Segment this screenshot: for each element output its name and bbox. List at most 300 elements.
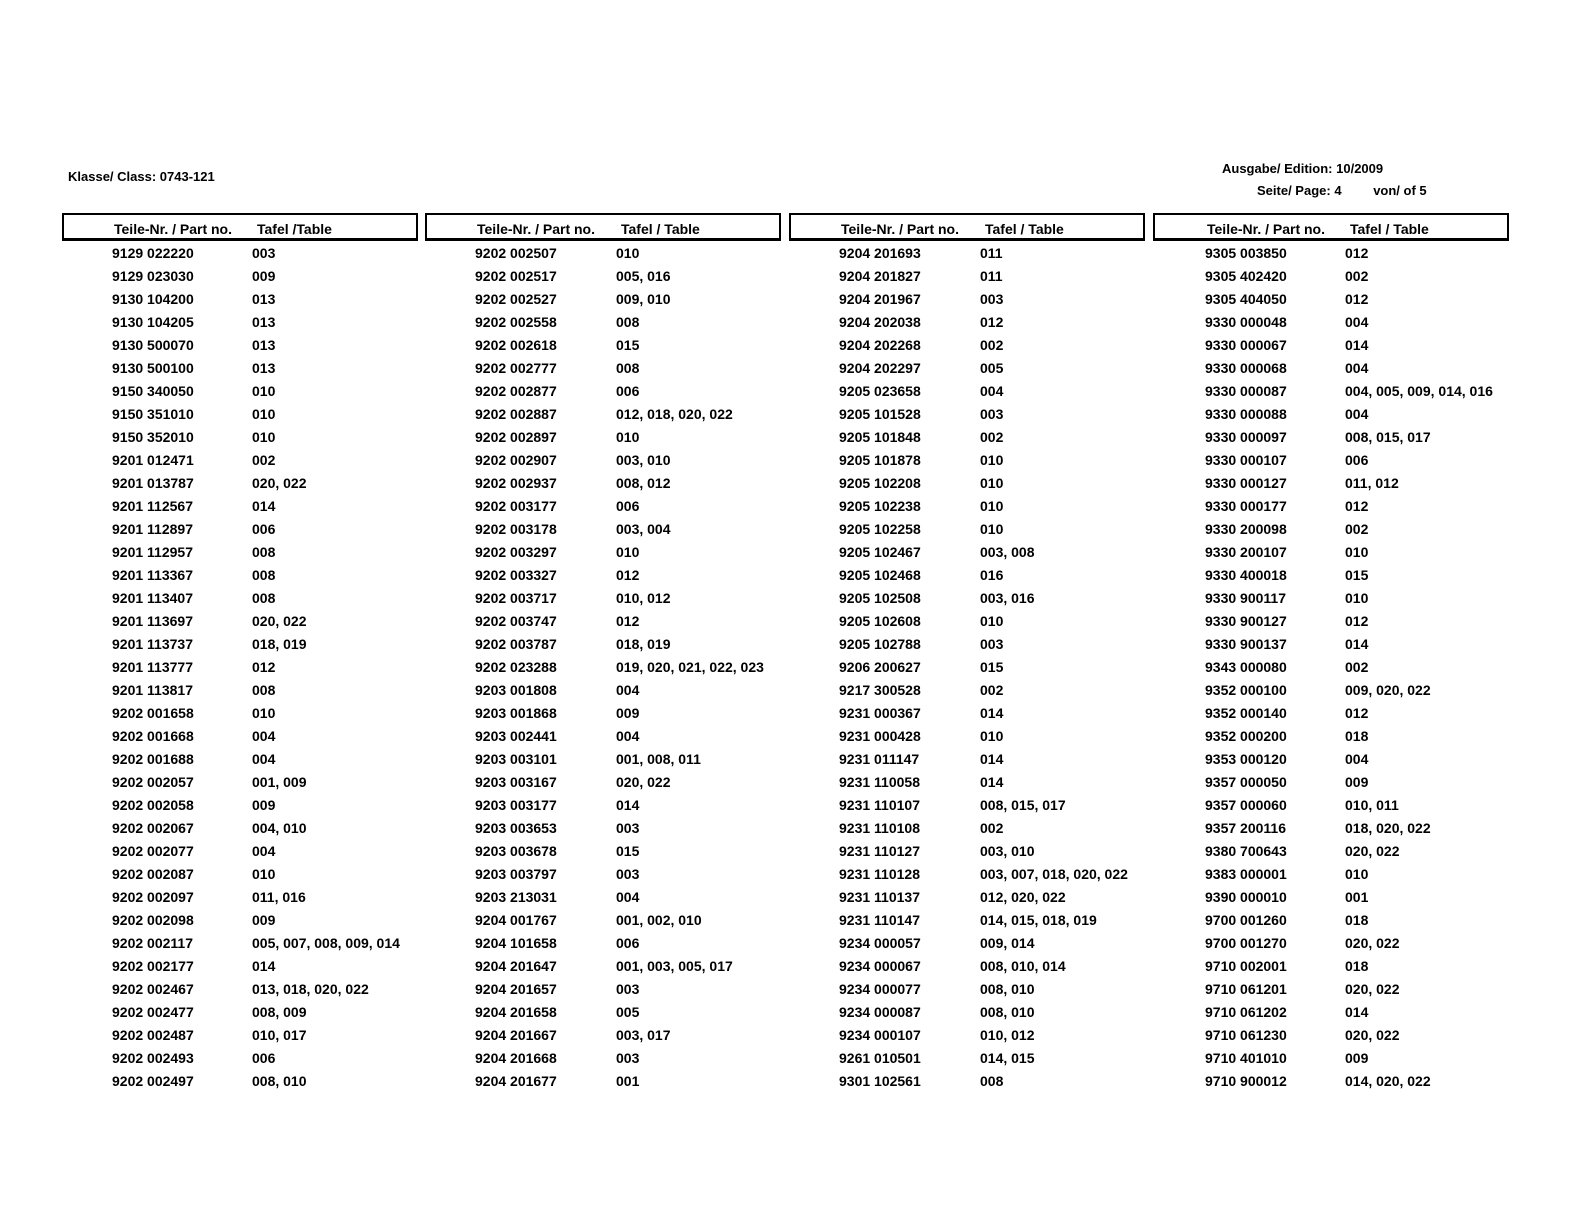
table-reference: 015 bbox=[616, 843, 640, 859]
table-reference: 002 bbox=[980, 820, 1004, 836]
table-row bbox=[789, 954, 1145, 977]
table-reference: 020, 022 bbox=[252, 613, 307, 629]
part-number: 9203 003101 bbox=[475, 751, 557, 767]
table-reference: 012 bbox=[616, 613, 640, 629]
part-number: 9231 110108 bbox=[839, 820, 920, 836]
table-row bbox=[425, 724, 781, 747]
part-number: 9231 110107 bbox=[839, 797, 920, 813]
part-number: 9203 003177 bbox=[475, 797, 557, 813]
table-row bbox=[62, 816, 418, 839]
table-reference: 012 bbox=[1345, 705, 1369, 721]
table-row bbox=[789, 1000, 1145, 1023]
table-reference: 014 bbox=[1345, 636, 1369, 652]
table-reference: 014 bbox=[616, 797, 640, 813]
part-number: 9204 202297 bbox=[839, 360, 921, 376]
table-row bbox=[425, 816, 781, 839]
table-row bbox=[425, 977, 781, 1000]
table-reference: 015 bbox=[1345, 567, 1369, 583]
parts-rows bbox=[789, 241, 1145, 1092]
table-row bbox=[425, 793, 781, 816]
table-reference: 010, 012 bbox=[616, 590, 671, 606]
table-reference: 011 bbox=[980, 245, 1003, 261]
table-row bbox=[62, 770, 418, 793]
part-number: 9201 113777 bbox=[112, 659, 193, 675]
table-row bbox=[789, 747, 1145, 770]
table-row bbox=[425, 425, 781, 448]
table-row bbox=[1153, 356, 1509, 379]
table-row bbox=[789, 379, 1145, 402]
part-number: 9202 002507 bbox=[475, 245, 557, 261]
part-number: 9202 002477 bbox=[112, 1004, 194, 1020]
table-reference: 009, 014 bbox=[980, 935, 1035, 951]
page-total: 5 bbox=[1419, 183, 1427, 198]
table-row bbox=[62, 793, 418, 816]
table-reference: 013 bbox=[252, 360, 276, 376]
column-header bbox=[1153, 213, 1509, 241]
table-row bbox=[1153, 1069, 1509, 1092]
table-row bbox=[1153, 540, 1509, 563]
table-reference: 008, 012 bbox=[616, 475, 671, 491]
table-reference: 010, 012 bbox=[980, 1027, 1035, 1043]
table-reference: 001 bbox=[616, 1073, 640, 1089]
table-row bbox=[62, 563, 418, 586]
parts-rows bbox=[1153, 241, 1509, 1092]
table-row bbox=[1153, 1023, 1509, 1046]
part-number: 9202 002098 bbox=[112, 912, 194, 928]
table-reference: 010 bbox=[252, 705, 276, 721]
part-number: 9202 003747 bbox=[475, 613, 557, 629]
edition-value: 10/2009 bbox=[1336, 161, 1384, 176]
table-reference: 008 bbox=[616, 314, 640, 330]
part-number: 9129 023030 bbox=[112, 268, 194, 284]
column-header bbox=[425, 213, 781, 241]
table-reference: 014, 015, 018, 019 bbox=[980, 912, 1097, 928]
part-number: 9710 002001 bbox=[1205, 958, 1287, 974]
table-reference: 012, 020, 022 bbox=[980, 889, 1066, 905]
table-row bbox=[789, 1046, 1145, 1069]
part-number: 9204 201677 bbox=[475, 1073, 557, 1089]
table-reference: 005, 007, 008, 009, 014 bbox=[252, 935, 400, 951]
table-row bbox=[1153, 885, 1509, 908]
table-row bbox=[1153, 586, 1509, 609]
table-reference: 008 bbox=[252, 567, 276, 583]
table-row bbox=[62, 885, 418, 908]
part-number: 9205 102608 bbox=[839, 613, 921, 629]
table-reference: 012 bbox=[1345, 291, 1369, 307]
table-row bbox=[425, 655, 781, 678]
table-reference: 020, 022 bbox=[616, 774, 671, 790]
table-reference: 003 bbox=[980, 291, 1004, 307]
part-number: 9710 061230 bbox=[1205, 1027, 1287, 1043]
part-number: 9330 000048 bbox=[1205, 314, 1287, 330]
part-number: 9352 000140 bbox=[1205, 705, 1287, 721]
table-row bbox=[425, 586, 781, 609]
part-number: 9202 001668 bbox=[112, 728, 194, 744]
part-number: 9204 202268 bbox=[839, 337, 921, 353]
part-number: 9201 113407 bbox=[112, 590, 193, 606]
table-row bbox=[789, 885, 1145, 908]
part-number: 9202 002087 bbox=[112, 866, 194, 882]
table-reference: 009, 010 bbox=[616, 291, 671, 307]
table-row bbox=[1153, 816, 1509, 839]
table-reference: 004 bbox=[1345, 314, 1369, 330]
table-row bbox=[62, 379, 418, 402]
table-reference: 018, 019 bbox=[252, 636, 307, 652]
part-number: 9352 000200 bbox=[1205, 728, 1287, 744]
table-reference: 004 bbox=[252, 843, 276, 859]
table-row bbox=[425, 241, 781, 264]
table-row bbox=[1153, 701, 1509, 724]
part-number: 9261 010501 bbox=[839, 1050, 921, 1066]
table-reference: 010 bbox=[616, 245, 640, 261]
part-number: 9204 201658 bbox=[475, 1004, 557, 1020]
part-number: 9204 201827 bbox=[839, 268, 921, 284]
table-row bbox=[62, 471, 418, 494]
table-row bbox=[62, 517, 418, 540]
part-number: 9330 000087 bbox=[1205, 383, 1287, 399]
part-number: 9205 023658 bbox=[839, 383, 921, 399]
table-row bbox=[1153, 724, 1509, 747]
part-number: 9203 002441 bbox=[475, 728, 557, 744]
table-row bbox=[789, 471, 1145, 494]
table-row bbox=[789, 862, 1145, 885]
table-row bbox=[62, 724, 418, 747]
table-row bbox=[62, 310, 418, 333]
table-row bbox=[789, 448, 1145, 471]
table-reference: 008 bbox=[616, 360, 640, 376]
part-number: 9204 201668 bbox=[475, 1050, 557, 1066]
part-number: 9203 003678 bbox=[475, 843, 557, 859]
part-no-header: Teile-Nr. / Part no. bbox=[477, 221, 595, 237]
part-number: 9202 002487 bbox=[112, 1027, 194, 1043]
table-row bbox=[789, 770, 1145, 793]
table-reference: 020, 022 bbox=[252, 475, 307, 491]
part-number: 9330 000107 bbox=[1205, 452, 1287, 468]
part-number: 9202 023288 bbox=[475, 659, 557, 675]
class-value: 0743-121 bbox=[159, 169, 215, 184]
part-number: 9202 002493 bbox=[112, 1050, 194, 1066]
table-reference: 002 bbox=[980, 429, 1004, 445]
table-reference: 018 bbox=[1345, 912, 1369, 928]
table-reference: 009 bbox=[616, 705, 640, 721]
table-row bbox=[789, 632, 1145, 655]
table-reference: 014 bbox=[980, 751, 1004, 767]
part-number: 9202 002558 bbox=[475, 314, 557, 330]
table-reference: 011, 012 bbox=[1345, 475, 1399, 491]
table-reference: 008 bbox=[252, 544, 276, 560]
table-row bbox=[425, 1023, 781, 1046]
part-number: 9206 200627 bbox=[839, 659, 921, 675]
table-row bbox=[425, 931, 781, 954]
table-reference: 008, 010, 014 bbox=[980, 958, 1066, 974]
table-reference: 010, 011 bbox=[1345, 797, 1399, 813]
table-row bbox=[789, 310, 1145, 333]
table-row bbox=[1153, 379, 1509, 402]
part-number: 9383 000001 bbox=[1205, 866, 1287, 882]
table-row bbox=[62, 356, 418, 379]
table-reference: 008, 010 bbox=[252, 1073, 307, 1089]
part-number: 9390 000010 bbox=[1205, 889, 1287, 905]
part-number: 9130 104200 bbox=[112, 291, 194, 307]
table-reference: 004 bbox=[1345, 751, 1369, 767]
part-number: 9201 112567 bbox=[112, 498, 193, 514]
table-row bbox=[789, 678, 1145, 701]
part-no-header: Teile-Nr. / Part no. bbox=[114, 221, 232, 237]
table-reference: 006 bbox=[616, 498, 640, 514]
part-number: 9201 013787 bbox=[112, 475, 194, 491]
part-number: 9201 113737 bbox=[112, 636, 193, 652]
table-row bbox=[425, 379, 781, 402]
table-reference: 014 bbox=[252, 498, 276, 514]
table-row bbox=[62, 1069, 418, 1092]
table-row bbox=[1153, 632, 1509, 655]
table-row bbox=[789, 816, 1145, 839]
table-reference: 015 bbox=[616, 337, 640, 353]
part-number: 9202 002177 bbox=[112, 958, 194, 974]
table-row bbox=[62, 402, 418, 425]
part-number: 9234 000077 bbox=[839, 981, 921, 997]
table-reference: 020, 022 bbox=[1345, 981, 1400, 997]
table-row bbox=[425, 954, 781, 977]
table-row bbox=[62, 1046, 418, 1069]
table-reference: 010 bbox=[616, 429, 640, 445]
table-row bbox=[425, 609, 781, 632]
part-number: 9204 202038 bbox=[839, 314, 921, 330]
table-reference: 010 bbox=[252, 429, 276, 445]
table-reference: 009 bbox=[1345, 774, 1369, 790]
part-number: 9202 002897 bbox=[475, 429, 557, 445]
table-reference: 012 bbox=[980, 314, 1004, 330]
table-reference: 009 bbox=[252, 268, 276, 284]
table-reference: 012 bbox=[252, 659, 276, 675]
part-number: 9330 400018 bbox=[1205, 567, 1287, 583]
table-row bbox=[425, 540, 781, 563]
part-number: 9130 500070 bbox=[112, 337, 194, 353]
table-row bbox=[425, 402, 781, 425]
table-row bbox=[62, 1023, 418, 1046]
part-number: 9700 001270 bbox=[1205, 935, 1287, 951]
table-row bbox=[1153, 862, 1509, 885]
parts-column-3 bbox=[789, 213, 1145, 1092]
table-reference: 003 bbox=[616, 866, 640, 882]
table-row bbox=[62, 494, 418, 517]
part-number: 9204 001767 bbox=[475, 912, 557, 928]
part-number: 9330 200098 bbox=[1205, 521, 1287, 537]
table-reference: 018 bbox=[1345, 728, 1369, 744]
page-number: 4 bbox=[1334, 183, 1342, 198]
part-number: 9203 003797 bbox=[475, 866, 557, 882]
part-number: 9201 113697 bbox=[112, 613, 193, 629]
table-row bbox=[1153, 425, 1509, 448]
table-reference: 012, 018, 020, 022 bbox=[616, 406, 733, 422]
table-reference: 006 bbox=[252, 521, 276, 537]
table-reference: 001 bbox=[1345, 889, 1369, 905]
table-reference: 003 bbox=[616, 1050, 640, 1066]
page-label: Seite/ Page: bbox=[1257, 183, 1331, 198]
part-number: 9205 101848 bbox=[839, 429, 921, 445]
part-number: 9231 011147 bbox=[839, 751, 920, 767]
table-row bbox=[789, 287, 1145, 310]
table-reference: 018, 019 bbox=[616, 636, 671, 652]
part-number: 9202 002067 bbox=[112, 820, 194, 836]
part-number: 9330 000088 bbox=[1205, 406, 1287, 422]
table-reference: 001, 003, 005, 017 bbox=[616, 958, 733, 974]
part-number: 9710 061202 bbox=[1205, 1004, 1287, 1020]
table-row bbox=[62, 586, 418, 609]
table-reference: 009 bbox=[1345, 1050, 1369, 1066]
table-row bbox=[789, 402, 1145, 425]
part-number: 9205 102468 bbox=[839, 567, 921, 583]
table-reference: 008 bbox=[980, 1073, 1004, 1089]
table-reference: 010 bbox=[980, 728, 1004, 744]
part-number: 9129 022220 bbox=[112, 245, 194, 261]
part-number: 9204 201657 bbox=[475, 981, 557, 997]
table-row bbox=[789, 655, 1145, 678]
table-reference: 010 bbox=[1345, 866, 1369, 882]
table-row bbox=[62, 678, 418, 701]
part-number: 9234 000057 bbox=[839, 935, 921, 951]
part-number: 9231 110147 bbox=[839, 912, 920, 928]
table-reference: 003, 016 bbox=[980, 590, 1035, 606]
part-number: 9205 101528 bbox=[839, 406, 921, 422]
part-number: 9202 002077 bbox=[112, 843, 194, 859]
table-row bbox=[789, 931, 1145, 954]
part-number: 9330 000067 bbox=[1205, 337, 1287, 353]
table-row bbox=[425, 885, 781, 908]
table-reference: 008, 009 bbox=[252, 1004, 307, 1020]
table-reference: 004 bbox=[616, 728, 640, 744]
part-number: 9202 002117 bbox=[112, 935, 193, 951]
part-number: 9204 201967 bbox=[839, 291, 921, 307]
table-row bbox=[62, 931, 418, 954]
part-number: 9305 404050 bbox=[1205, 291, 1287, 307]
part-number: 9202 001688 bbox=[112, 751, 194, 767]
table-reference: 010 bbox=[252, 383, 276, 399]
table-reference: 003, 004 bbox=[616, 521, 671, 537]
part-no-header: Teile-Nr. / Part no. bbox=[841, 221, 959, 237]
table-row bbox=[1153, 287, 1509, 310]
table-row bbox=[1153, 954, 1509, 977]
table-row bbox=[1153, 793, 1509, 816]
table-reference: 006 bbox=[616, 935, 640, 951]
part-number: 9150 351010 bbox=[112, 406, 194, 422]
parts-column-4 bbox=[1153, 213, 1509, 1092]
part-number: 9204 201693 bbox=[839, 245, 921, 261]
table-row bbox=[1153, 977, 1509, 1000]
table-reference: 004 bbox=[616, 682, 640, 698]
table-row bbox=[1153, 839, 1509, 862]
table-reference: 012 bbox=[1345, 245, 1369, 261]
table-row bbox=[1153, 471, 1509, 494]
table-row bbox=[1153, 655, 1509, 678]
page-info bbox=[1257, 183, 1427, 198]
table-row bbox=[1153, 241, 1509, 264]
table-reference: 003, 010 bbox=[980, 843, 1035, 859]
table-row bbox=[62, 609, 418, 632]
part-number: 9234 000087 bbox=[839, 1004, 921, 1020]
table-reference: 009 bbox=[252, 912, 276, 928]
part-number: 9204 201647 bbox=[475, 958, 557, 974]
table-reference: 010 bbox=[980, 475, 1004, 491]
table-reference: 008 bbox=[252, 590, 276, 606]
table-reference: 010 bbox=[980, 452, 1004, 468]
part-number: 9202 003717 bbox=[475, 590, 557, 606]
part-number: 9203 003167 bbox=[475, 774, 557, 790]
table-reference: 004 bbox=[980, 383, 1004, 399]
parts-column-1 bbox=[62, 213, 418, 1092]
table-reference: 005 bbox=[616, 1004, 640, 1020]
table-row bbox=[62, 1000, 418, 1023]
part-number: 9380 700643 bbox=[1205, 843, 1287, 859]
table-reference: 012 bbox=[1345, 613, 1369, 629]
part-number: 9330 000177 bbox=[1205, 498, 1287, 514]
table-row bbox=[789, 724, 1145, 747]
table-row bbox=[1153, 494, 1509, 517]
table-row bbox=[62, 540, 418, 563]
part-number: 9353 000120 bbox=[1205, 751, 1287, 767]
table-row bbox=[62, 908, 418, 931]
table-row bbox=[425, 908, 781, 931]
table-row bbox=[1153, 333, 1509, 356]
table-row bbox=[1153, 1046, 1509, 1069]
table-row bbox=[1153, 747, 1509, 770]
part-number: 9305 402420 bbox=[1205, 268, 1287, 284]
table-reference: 003 bbox=[616, 981, 640, 997]
table-reference: 011, 016 bbox=[252, 889, 306, 905]
table-reference: 018 bbox=[1345, 958, 1369, 974]
table-row bbox=[62, 264, 418, 287]
table-header: Tafel / Table bbox=[1350, 221, 1429, 237]
part-number: 9231 000428 bbox=[839, 728, 921, 744]
table-header: Tafel / Table bbox=[985, 221, 1064, 237]
part-number: 9204 201667 bbox=[475, 1027, 557, 1043]
part-number: 9205 102238 bbox=[839, 498, 921, 514]
parts-column-2 bbox=[425, 213, 781, 1092]
table-row bbox=[1153, 563, 1509, 586]
table-row bbox=[789, 356, 1145, 379]
table-reference: 010 bbox=[980, 498, 1004, 514]
table-reference: 020, 022 bbox=[1345, 935, 1400, 951]
table-reference: 014 bbox=[980, 774, 1004, 790]
table-reference: 014 bbox=[1345, 1004, 1369, 1020]
part-number: 9202 002777 bbox=[475, 360, 557, 376]
part-number: 9201 012471 bbox=[112, 452, 194, 468]
table-row bbox=[62, 954, 418, 977]
table-row bbox=[1153, 609, 1509, 632]
table-row bbox=[789, 264, 1145, 287]
table-row bbox=[425, 747, 781, 770]
table-reference: 001, 008, 011 bbox=[616, 751, 701, 767]
table-row bbox=[789, 425, 1145, 448]
table-row bbox=[425, 1000, 781, 1023]
parts-rows bbox=[62, 241, 418, 1092]
part-number: 9357 000060 bbox=[1205, 797, 1287, 813]
table-reference: 004 bbox=[1345, 406, 1369, 422]
part-number: 9217 300528 bbox=[839, 682, 921, 698]
table-reference: 004 bbox=[252, 728, 276, 744]
table-reference: 006 bbox=[252, 1050, 276, 1066]
table-reference: 010 bbox=[980, 521, 1004, 537]
table-reference: 003, 007, 018, 020, 022 bbox=[980, 866, 1128, 882]
class-info bbox=[68, 169, 215, 184]
part-number: 9205 102467 bbox=[839, 544, 921, 560]
parts-rows bbox=[425, 241, 781, 1092]
table-reference: 013, 018, 020, 022 bbox=[252, 981, 369, 997]
part-number: 9330 200107 bbox=[1205, 544, 1287, 560]
part-number: 9130 104205 bbox=[112, 314, 194, 330]
part-number: 9150 352010 bbox=[112, 429, 194, 445]
table-reference: 014, 020, 022 bbox=[1345, 1073, 1431, 1089]
